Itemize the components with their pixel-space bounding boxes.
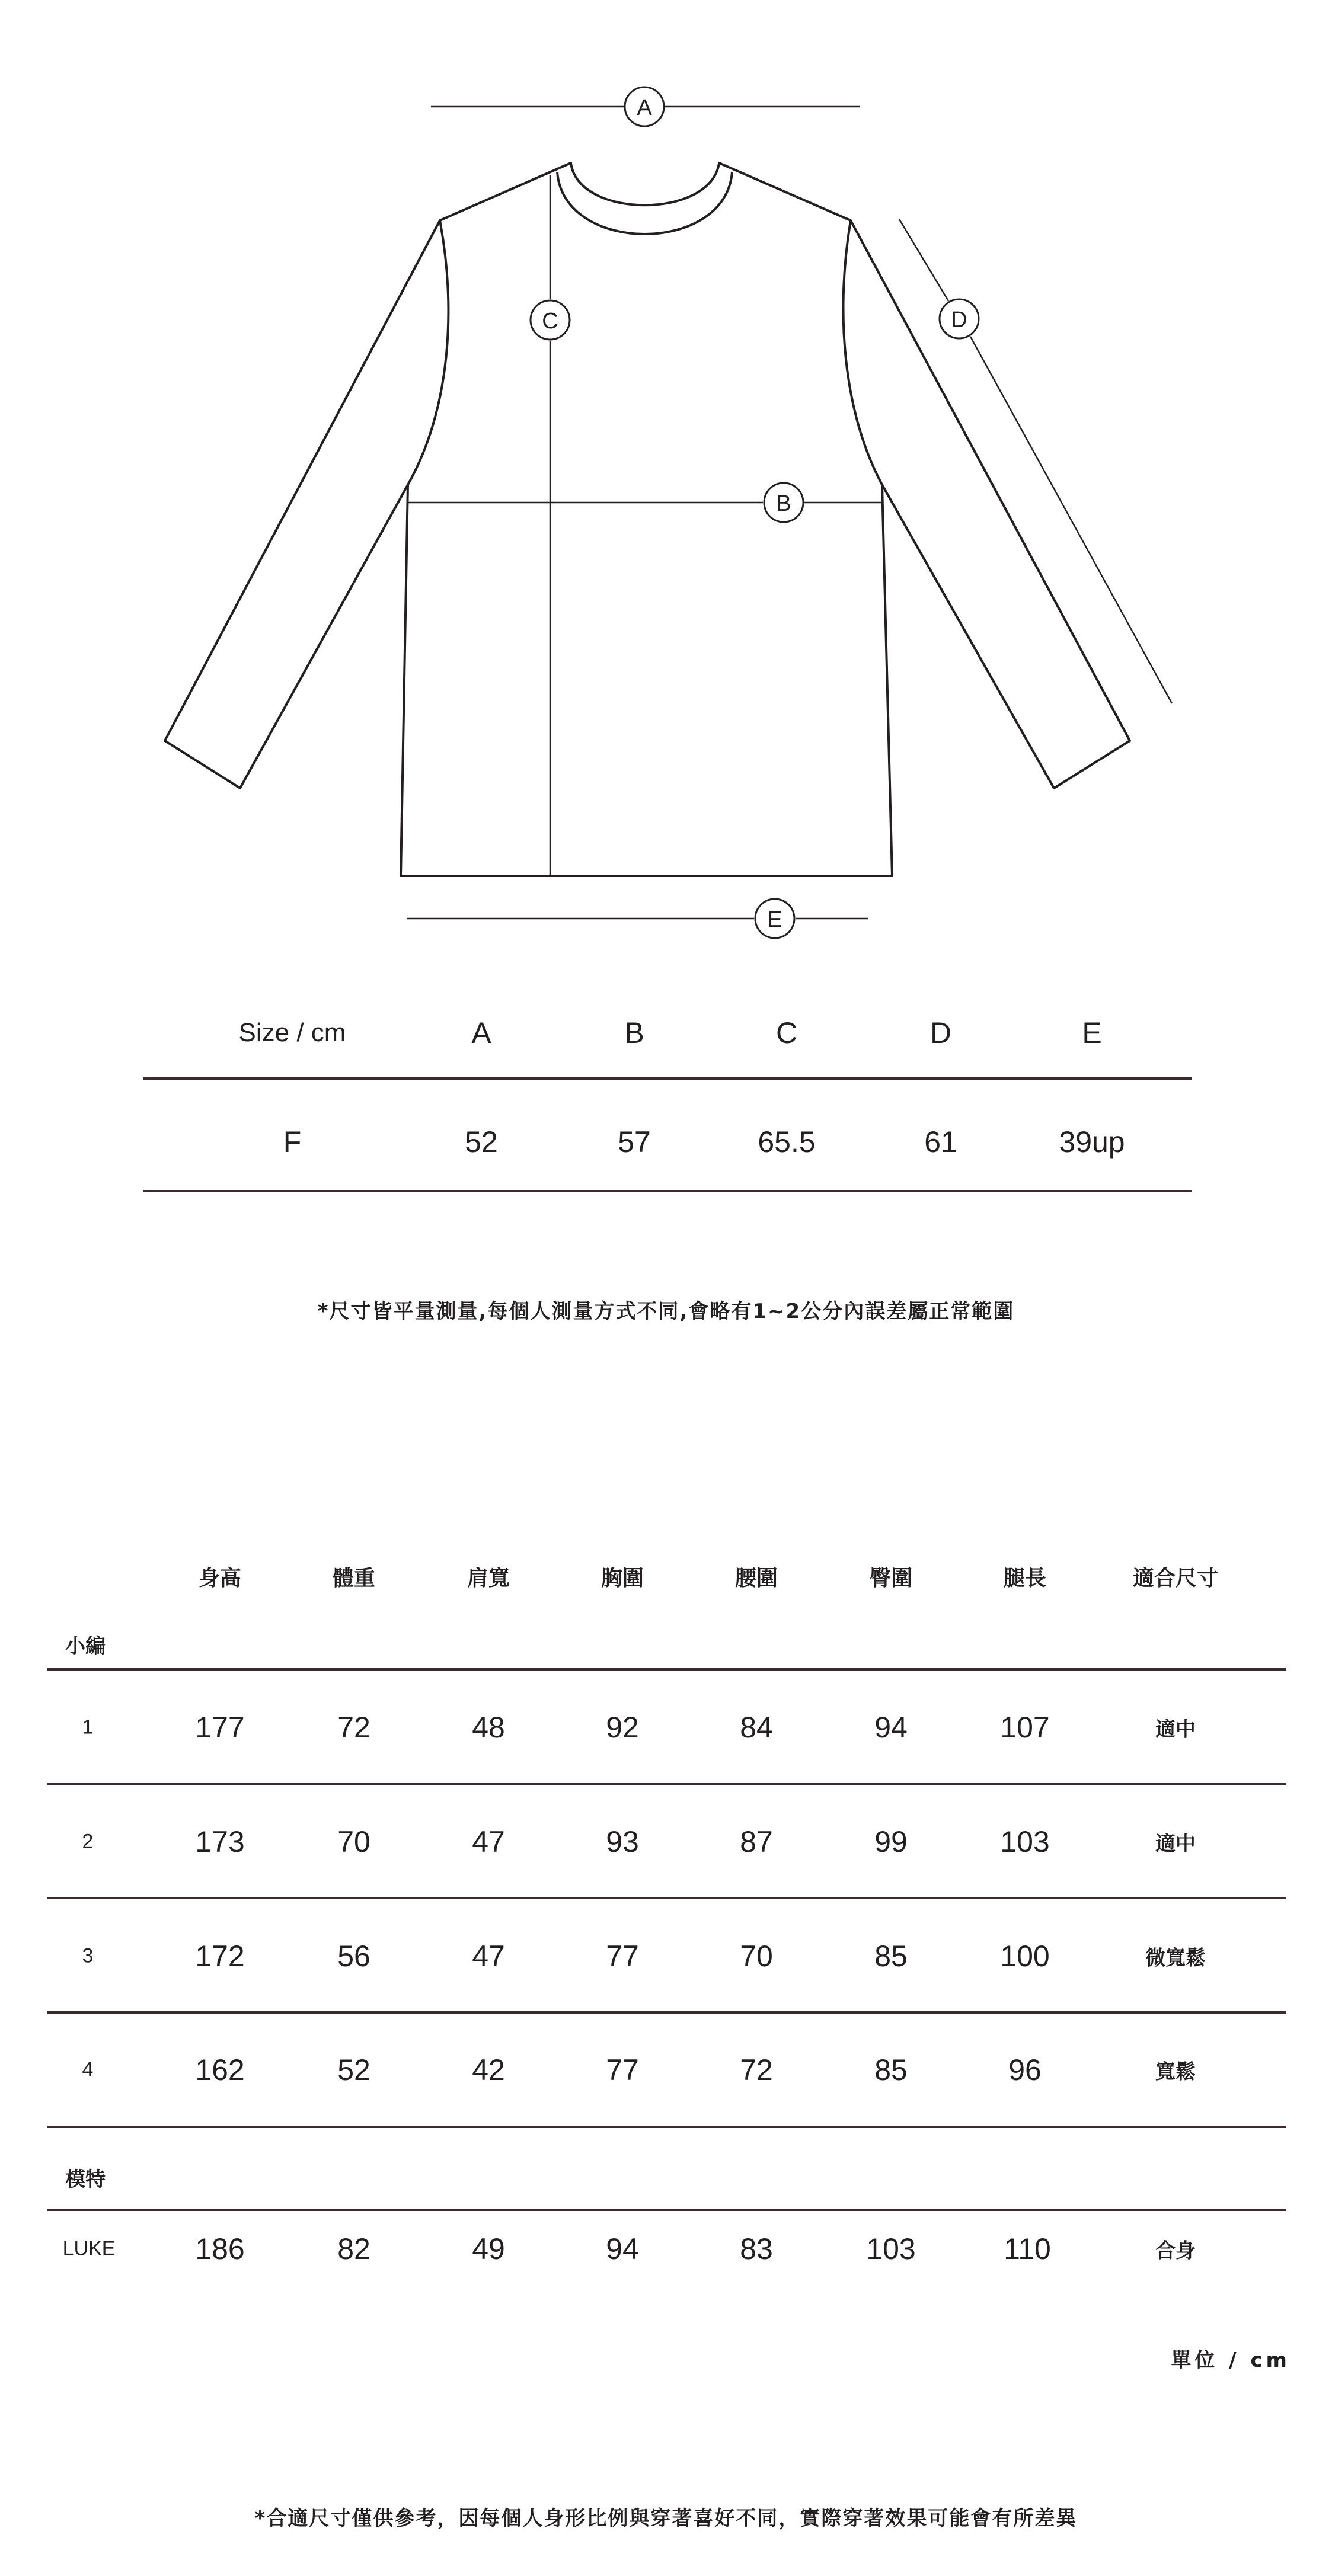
fit-cell-leg: 107 [1000,1711,1050,1744]
fit-header-shoulder: 肩寬 [467,1566,510,1591]
size-col-c: C [775,1016,798,1049]
fit-cell-chest: 77 [606,1940,639,1973]
fit-row-id: LUKE [62,2237,116,2260]
size-col-b: B [624,1016,644,1049]
fit-cell-height: 162 [195,2053,245,2087]
fit-disclaimer-note: *合適尺寸僅供參考，因每個人身形比例與穿著喜好不同，實際穿著效果可能會有所差異 [254,2507,1078,2530]
fit-cell-shoulder: 47 [472,1825,505,1858]
group-label-model: 模特 [65,2168,106,2191]
fit-cell-hip: 85 [874,2053,908,2087]
fit-row-id: 1 [82,1716,94,1739]
size-col-d: D [929,1016,952,1049]
fit-header-fit: 適合尺寸 [1132,1566,1219,1591]
measurement-note: *尺寸皆平量測量,每個人測量方式不同,會略有1~2公分內誤差屬正常範圍 [317,1300,1015,1323]
fit-cell-chest: 94 [606,2232,639,2265]
fit-cell-hip: 85 [874,1940,908,1973]
fit-cell-height: 173 [195,1825,245,1858]
fit-cell-chest: 92 [606,1711,639,1744]
size-row-size: F [283,1125,302,1159]
fit-header-weight: 體重 [332,1566,376,1591]
fit-header-chest: 胸圍 [600,1566,644,1591]
fit-cell-leg: 110 [1004,2232,1051,2265]
fit-cell-fit: 微寬鬆 [1145,1946,1206,1970]
fit-rule [47,1783,1286,1785]
fit-cell-shoulder: 47 [472,1940,505,1973]
size-col-e: E [1082,1016,1102,1049]
fit-rule [47,1897,1286,1899]
fit-cell-weight: 56 [337,1940,370,1973]
fit-row-id: 2 [82,1830,94,1853]
marker-c-label: C [542,309,558,334]
fit-row-id: 4 [82,2058,94,2081]
fit-header-height: 身高 [198,1566,242,1591]
size-value-c: 65.5 [758,1125,816,1159]
marker-e-label: E [767,907,782,932]
fit-cell-fit: 適中 [1155,1717,1196,1742]
fit-cell-fit: 寬鬆 [1155,2060,1196,2084]
fit-cell-weight: 70 [337,1825,370,1858]
fit-cell-weight: 72 [337,1711,370,1744]
fit-cell-waist: 87 [740,1825,773,1858]
fit-header-waist: 腰圍 [734,1566,778,1591]
fit-cell-leg: 100 [1000,1940,1050,1973]
fit-cell-hip: 94 [874,1711,908,1744]
size-col-a: A [471,1016,491,1049]
size-value-d: 61 [924,1125,957,1159]
fit-cell-fit: 合身 [1155,2239,1196,2263]
fit-cell-shoulder: 42 [472,2053,505,2087]
fit-rule [47,1668,1286,1671]
fit-cell-waist: 83 [740,2232,773,2265]
size-value-a: 52 [465,1125,498,1159]
fit-rule [47,2209,1286,2211]
fit-cell-chest: 93 [606,1825,639,1858]
marker-a-label: A [637,95,652,120]
fit-header-hip: 臀圍 [869,1566,913,1591]
fit-cell-fit: 適中 [1155,1832,1196,1856]
group-label-staff: 小編 [65,1634,106,1658]
marker-d-label: D [951,308,967,332]
size-value-e: 39up [1059,1125,1125,1159]
size-value-b: 57 [618,1125,651,1159]
fit-cell-weight: 82 [337,2232,370,2265]
fit-cell-height: 172 [195,1940,245,1973]
fit-cell-height: 177 [195,1711,245,1744]
fit-row-id: 3 [82,1944,94,1967]
fit-rule [47,2011,1286,2014]
fit-cell-leg: 103 [1000,1825,1050,1858]
fit-cell-leg: 96 [1008,2053,1042,2087]
fit-cell-weight: 52 [337,2053,370,2087]
fit-cell-waist: 72 [740,2053,773,2087]
fit-cell-hip: 103 [866,2232,916,2265]
fit-cell-shoulder: 49 [472,2232,505,2265]
unit-note: 單位 / cm [1171,2348,1291,2372]
fit-cell-height: 186 [195,2232,245,2265]
fit-header-leg: 腿長 [1003,1566,1047,1591]
fit-cell-chest: 77 [606,2053,639,2087]
fit-rule [47,2126,1286,2128]
fit-cell-hip: 99 [874,1825,908,1858]
fit-cell-waist: 70 [740,1940,773,1973]
size-header-label: Size / cm [238,1018,346,1047]
fit-cell-shoulder: 48 [472,1711,505,1744]
marker-b-label: B [776,491,791,516]
fit-cell-waist: 84 [740,1711,773,1744]
